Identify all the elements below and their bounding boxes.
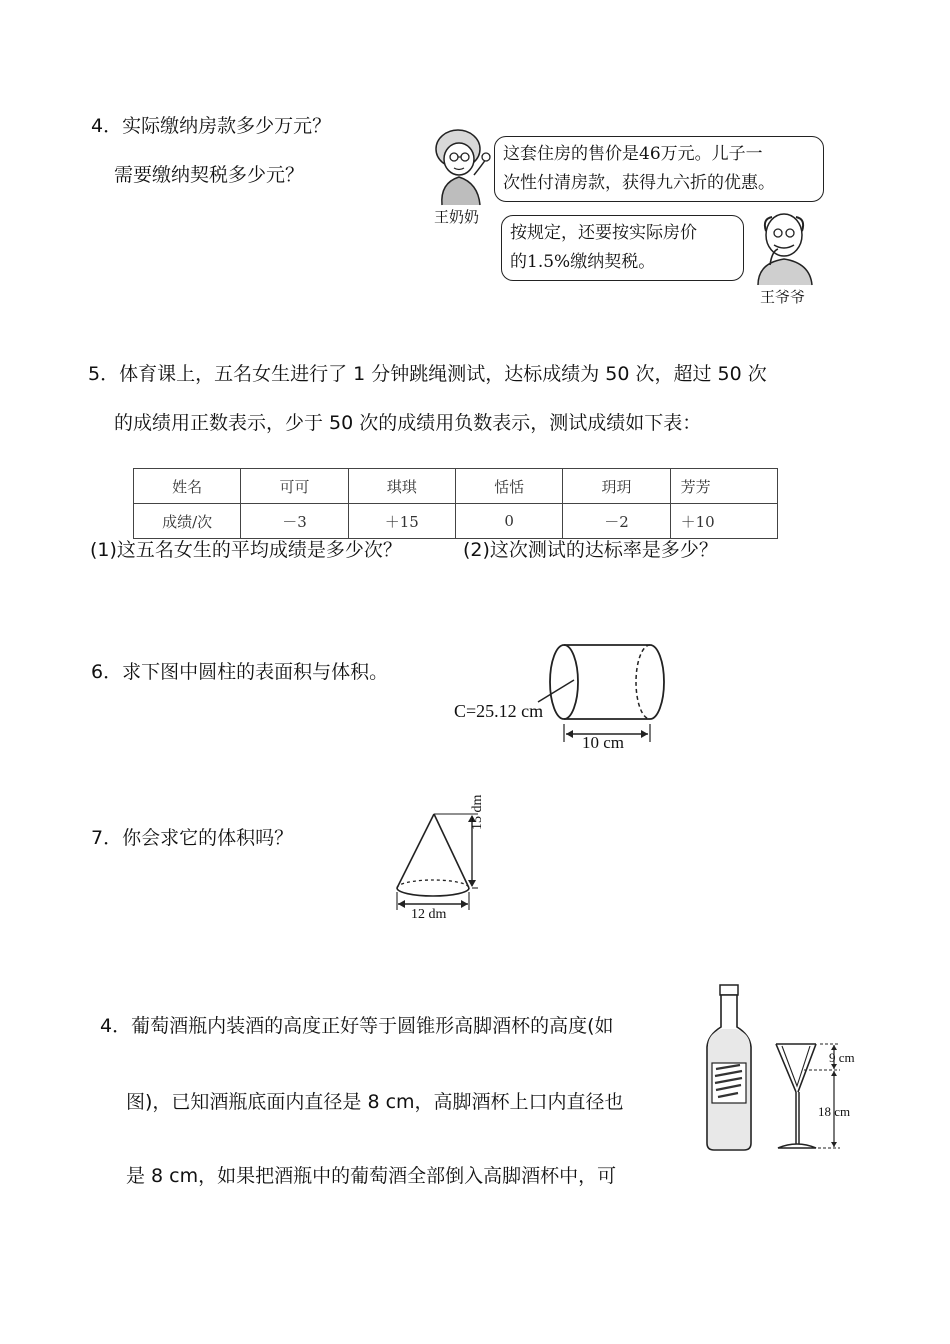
grandpa-speech-bubble (501, 215, 744, 281)
table-cell: 琪琪 (348, 469, 455, 504)
table-cell: 0 (455, 504, 562, 539)
table-cell: －2 (563, 504, 670, 539)
table-cell: 芳芳 (670, 469, 777, 504)
q6-text: 6．求下图中圆柱的表面积与体积。 (91, 661, 389, 683)
table-cell: －3 (241, 504, 348, 539)
grandma-speech-line2: 次性付清房款，获得九六折的优惠。 (503, 173, 775, 193)
table-cell: ＋10 (670, 504, 777, 539)
table-row (134, 504, 778, 539)
grandpa-speech-line2: 的1.5%缴纳契税。 (510, 252, 656, 272)
q5-line2: 的成绩用正数表示，少于 50 次的成绩用负数表示，测试成绩如下表： (114, 412, 702, 434)
q5-sub1: (1)这五名女生的平均成绩是多少次？ (90, 539, 402, 561)
q5-sub2: (2)这次测试的达标率是多少？ (463, 539, 718, 561)
circumference-label: C=25.12 cm (454, 701, 544, 721)
grandma-speech-bubble (494, 136, 824, 202)
cylinder-length-label: 10 cm (582, 733, 625, 752)
grandpa-illustration (748, 205, 823, 285)
grandma-name: 王奶奶 (434, 208, 480, 226)
cone-height-label: 15 dm (470, 794, 485, 830)
grandma-illustration (430, 125, 500, 205)
stem-height-label: 18 cm (818, 1104, 851, 1119)
grandma-speech-line1: 这套住房的售价是46万元。儿子一 (503, 144, 763, 164)
grandpa-name: 王爷爷 (760, 288, 806, 306)
q4b-line1: 4．葡萄酒瓶内装酒的高度正好等于圆锥形高脚酒杯的高度(如 (100, 1015, 614, 1037)
q4b-line2: 图)，已知酒瓶底面内直径是 8 cm，高脚酒杯上口内直径也 (126, 1091, 624, 1113)
grandpa-speech-line1: 按规定，还要按实际房价 (510, 223, 697, 243)
table-header-row (134, 469, 778, 504)
q4-line1: 4．实际缴纳房款多少万元？ (91, 115, 332, 137)
q7-text: 7．你会求它的体积吗？ (91, 827, 294, 849)
q4-line2: 需要缴纳契税多少元？ (114, 164, 305, 186)
cone-base-label: 12 dm (411, 907, 447, 922)
q5-line1: 5．体育课上，五名女生进行了 1 分钟跳绳测试，达标成绩为 50 次，超过 50 次 (88, 363, 767, 385)
table-cell: 成绩/次 (134, 504, 241, 539)
table-cell: ＋15 (348, 504, 455, 539)
table-cell: 玥玥 (563, 469, 670, 504)
q4b-line3: 是 8 cm，如果把酒瓶中的葡萄酒全部倒入高脚酒杯中，可 (126, 1165, 617, 1187)
scores-table (133, 468, 778, 539)
table-cell: 恬恬 (455, 469, 562, 504)
cup-top-label: 9 cm (829, 1050, 855, 1065)
table-cell: 可可 (241, 469, 348, 504)
table-cell: 姓名 (134, 469, 241, 504)
wine-bottle-figure (700, 983, 760, 1153)
